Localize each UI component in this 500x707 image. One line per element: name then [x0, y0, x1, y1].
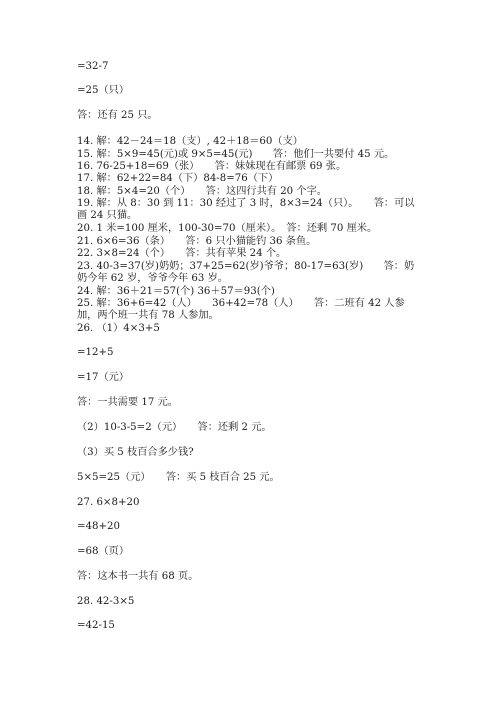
text-line: 14. 解：42－24＝18（支）, 42＋18＝60（支） [77, 136, 303, 147]
text-line: 5×5=25（元） 答：买 5 枝百合 25 元。 [77, 472, 280, 483]
text-line: 答：还有 25 只。 [77, 110, 158, 121]
text-line: 18. 解：5×4=20（个） 答：这四行共有 20 个字。 [77, 186, 327, 197]
text-line: （3）买 5 枝百合多少钱? [77, 447, 194, 458]
text-line: =12+5 [77, 347, 114, 358]
text-line: 答：这本书一共有 68 页。 [77, 571, 199, 582]
text-line: 23. 40-3=37(岁)奶奶；37+25=62(岁)爷爷；80-17=63(岁) 答：奶奶今年 62 岁，爷爷今年 63 岁。 [77, 261, 415, 284]
text-line: 28. 42-3×5 [77, 596, 135, 607]
text-line: 21. 6×6=36（条） 答：6 只小猫能钓 36 条鱼。 [77, 236, 317, 247]
text-line: （2）10-3-5=2（元） 答：还剩 2 元。 [77, 422, 272, 433]
text-line: =17（元） [77, 372, 130, 383]
text-line: 27. 6×8+20 [77, 497, 140, 508]
text-line: 26. （1）4×3+5 [77, 323, 160, 334]
text-line: =42-15 [77, 620, 115, 631]
text-line: =48+20 [77, 521, 120, 532]
text-line: 15. 解：5×9=45(元)或 9×5=45(元) 答：他们一共要付 45 元。 [77, 149, 395, 160]
text-line: =25（只） [77, 85, 130, 96]
text-line: 答：一共需要 17 元。 [77, 397, 178, 408]
text-line: 20. 1 米=100 厘米，100-30=70（厘米）。 答：还剩 70 厘米。 [77, 223, 378, 234]
text-line: 25. 解：36+6=42（人） 36+42=78（人） 答：二班有 42 人参加，两个班一共有 78 人参加。 [77, 298, 405, 321]
text-line: 19. 解：从 8：30 到 11：30 经过了 3 时，8×3=24（只）。 答：可以画 24 只猫。 [77, 198, 415, 221]
text-line: 16. 76-25+18=69（张） 答：妹妹现在有邮票 69 张。 [77, 161, 347, 172]
text-line: 17. 解：62+22=84（下）84-8=76（下） [77, 173, 279, 184]
text-line: 22. 3×8=24（个） 答：共有苹果 24 个。 [77, 248, 287, 259]
text-line: =32-7 [77, 61, 109, 72]
text-line: 24. 解：36＋21＝57(个) 36＋57＝93(个) [77, 286, 275, 297]
text-line: =68（页） [77, 546, 130, 557]
